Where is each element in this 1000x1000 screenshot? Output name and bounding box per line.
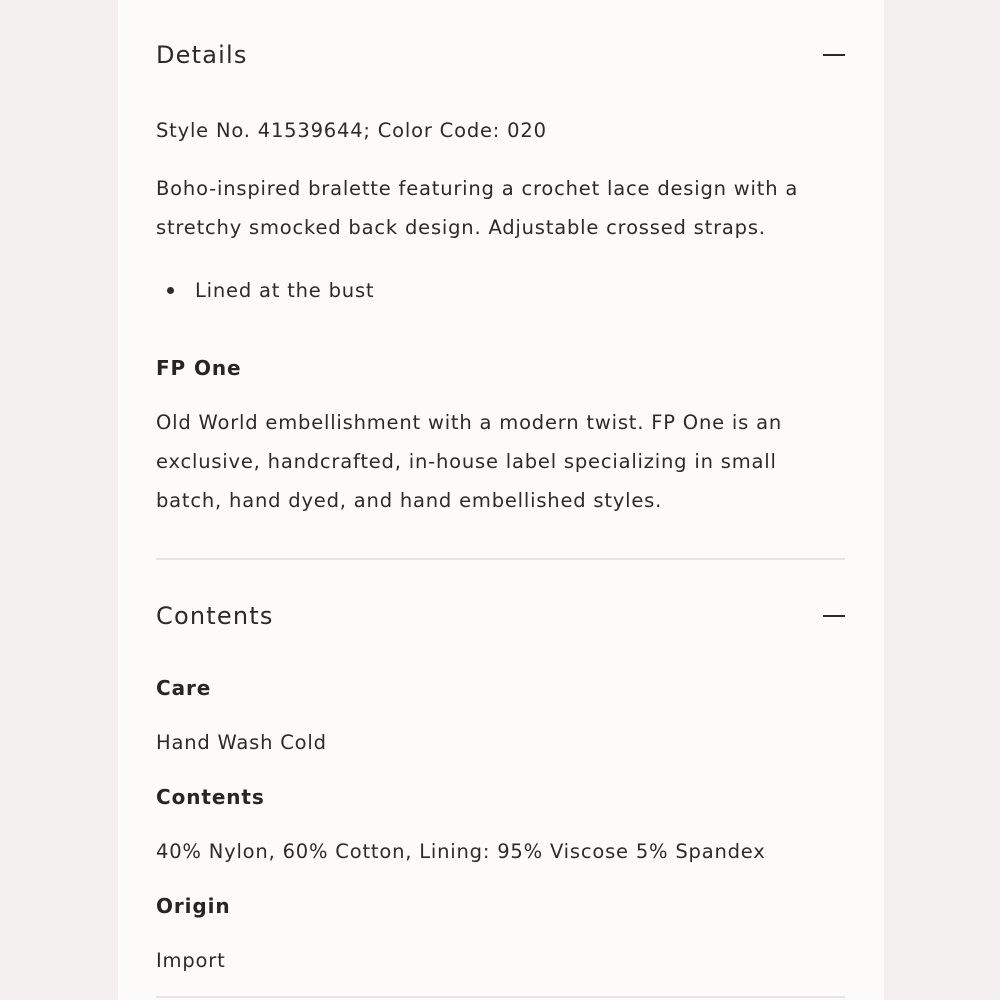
panel-content [156, 0, 845, 1000]
details-section-header[interactable] [156, 35, 845, 75]
details-title: Details [156, 41, 248, 69]
bullet-item: Lined at the bust [195, 279, 375, 302]
contents-value: 40% Nylon, 60% Cotton, Lining: 95% Viscose 5% Spandex [156, 840, 766, 863]
contents-title: Contents [156, 602, 274, 630]
description-line-1: Boho-inspired bralette featuring a crochet lace design with a [156, 177, 799, 200]
brand-line-1: Old World embellishment with a modern twist. FP One is an [156, 411, 782, 434]
style-number: Style No. 41539644; Color Code: 020 [156, 119, 547, 142]
origin-value: Import [156, 949, 226, 972]
minus-icon[interactable] [823, 54, 845, 56]
bullet-dot [167, 287, 174, 294]
contents-heading: Contents [156, 785, 265, 809]
brand-line-2: exclusive, handcrafted, in-house label specializing in small [156, 450, 777, 473]
minus-icon[interactable] [823, 615, 845, 617]
care-value: Hand Wash Cold [156, 731, 327, 754]
bottom-divider [156, 996, 845, 998]
description-line-2: stretchy smocked back design. Adjustable crossed straps. [156, 216, 766, 239]
section-divider [156, 558, 845, 560]
brand-heading: FP One [156, 356, 242, 380]
brand-line-3: batch, hand dyed, and hand embellished styles. [156, 489, 663, 512]
background-right [884, 0, 1000, 1000]
product-info-panel [118, 0, 884, 1000]
origin-heading: Origin [156, 894, 231, 918]
care-heading: Care [156, 676, 212, 700]
contents-section-header[interactable] [156, 596, 845, 636]
background-left [0, 0, 118, 1000]
